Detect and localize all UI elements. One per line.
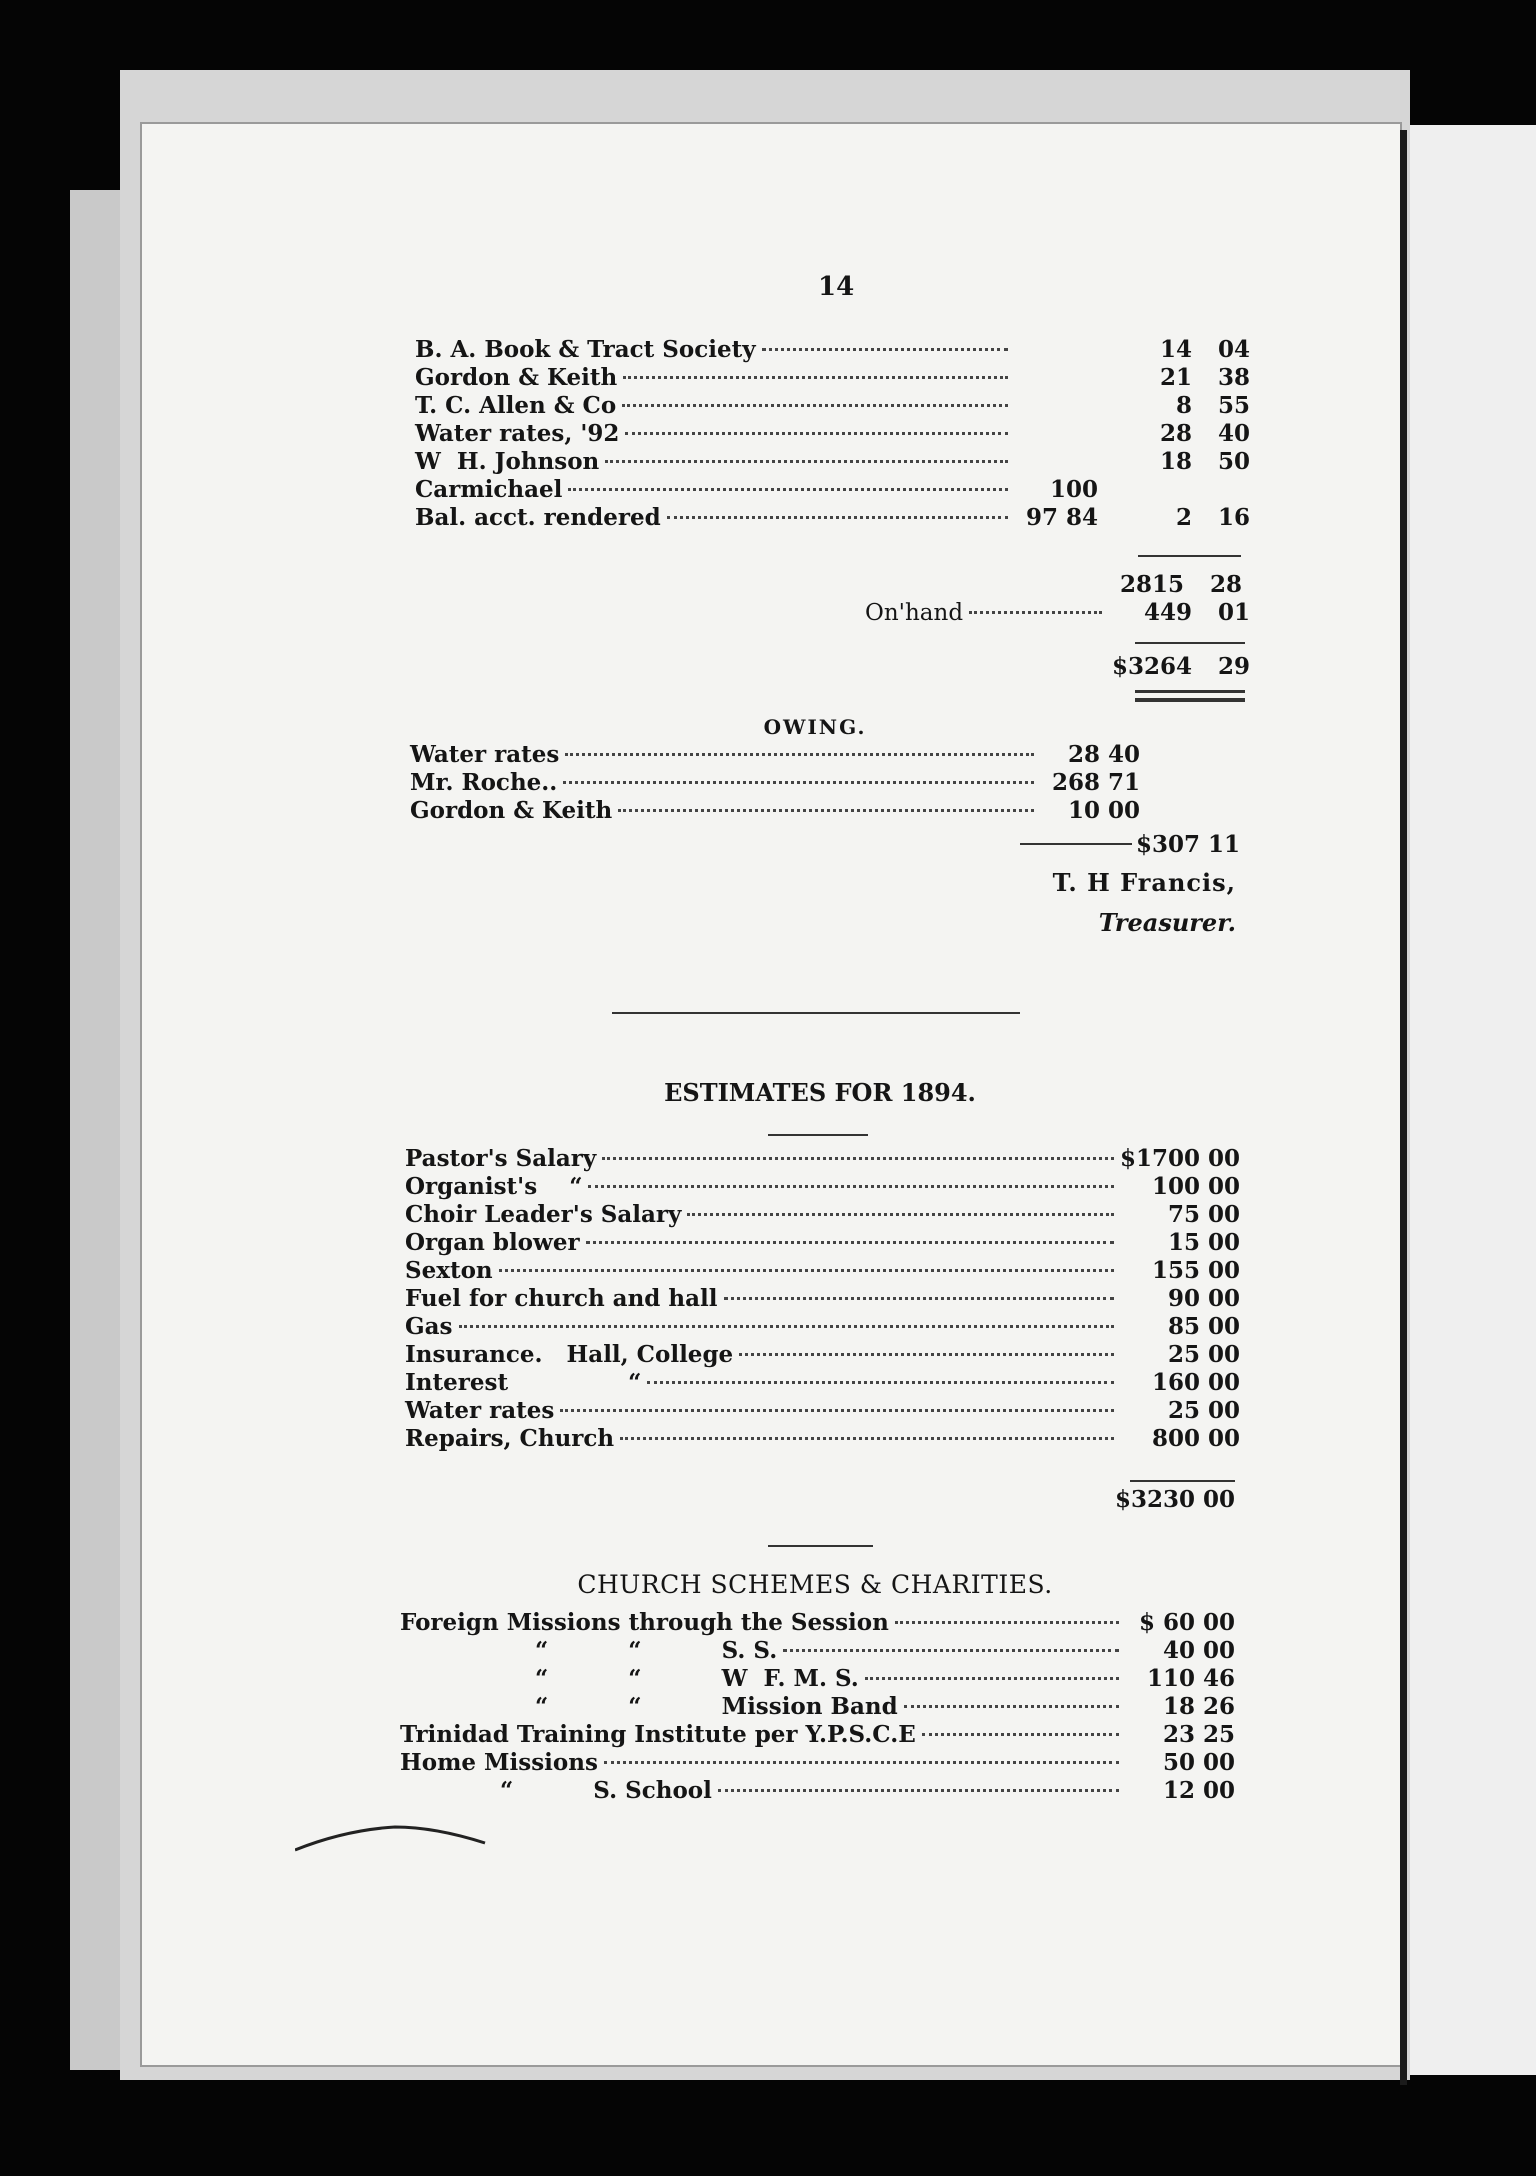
account-amount-cents: 40 [1217,420,1250,447]
charity-amount: 18 26 [1162,1693,1235,1720]
account-label: B. A. Book & Tract Society [415,336,756,363]
estimate-label: Pastor's Salary [405,1145,597,1172]
account-amount-dollars: 14 [1159,336,1192,363]
charity-row [535,1636,1235,1666]
sum-rule [1130,1480,1235,1482]
on-hand-row [865,598,1250,628]
account-label: T. C. Allen & Co [415,392,617,419]
estimate-row [405,1368,1240,1398]
estimate-row [405,1228,1240,1258]
facing-page-edge [1410,125,1536,2075]
charity-amount: 50 00 [1162,1749,1235,1776]
owing-amount: 268 71 [1051,769,1140,796]
charity-label: “ “ S. S. [535,1637,778,1664]
section-divider [612,1012,1020,1014]
double-rule [1135,690,1245,693]
account-label: Gordon & Keith [415,364,618,391]
estimate-amount: 25 00 [1167,1341,1240,1368]
estimate-row [405,1312,1240,1342]
estimates-total: $3230 00 [1114,1486,1235,1513]
subtotal-dollars: 2815 [1119,571,1184,598]
estimate-amount: 800 00 [1151,1425,1240,1452]
owing-total: $307 11 [1135,831,1240,858]
signature-title: Treasurer. [1098,908,1236,937]
owing-amount: 28 40 [1067,741,1140,768]
on-hand-cents: 01 [1217,599,1250,626]
charity-label: Foreign Missions through the Session [400,1609,889,1636]
charity-amount: 110 46 [1146,1665,1235,1692]
estimates-heading: ESTIMATES FOR 1894. [664,1078,976,1107]
charity-amount: 23 25 [1162,1721,1235,1748]
estimate-row [405,1256,1240,1286]
charities-heading: CHURCH SCHEMES & CHARITIES. [577,1570,1053,1599]
estimate-amount: 85 00 [1167,1313,1240,1340]
owing-row [410,768,1140,798]
owing-row [410,796,1140,826]
estimate-amount: 100 00 [1151,1173,1240,1200]
charity-row [400,1608,1235,1638]
estimate-label: Repairs, Church [405,1425,615,1452]
charity-label: “ “ Mission Band [535,1693,898,1720]
estimate-row [405,1200,1240,1230]
account-amount-cents: 55 [1217,392,1250,419]
charity-label: Trinidad Training Institute per Y.P.S.C.E [400,1721,916,1748]
charity-row [400,1748,1235,1778]
charity-row [535,1664,1235,1694]
estimate-label: Water rates [405,1397,555,1424]
account-amount-dollars: 28 [1159,420,1192,447]
estimate-row [405,1424,1240,1454]
account-amount-cents: 38 [1217,364,1250,391]
on-hand-dollars: 449 [1143,599,1192,626]
on-hand-label: On'hand [865,600,964,626]
section-divider [768,1545,873,1547]
account-amount-cents: 16 [1217,504,1250,531]
account-label: Carmichael [415,476,563,503]
estimate-label: Organ blower [405,1229,580,1256]
charity-label: “ “ W F. M. S. [535,1665,859,1692]
grand-total-row [1100,652,1250,682]
estimate-row [405,1284,1240,1314]
estimate-label: Gas [405,1313,453,1340]
estimate-row [405,1144,1240,1174]
account-label: Water rates, '92 [415,420,620,447]
owing-total-row [1110,830,1250,860]
grand-total-cents: 29 [1217,653,1250,680]
account-label: W H. Johnson [415,448,600,475]
account-amount-cents: 50 [1217,448,1250,475]
account-amount-dollars: 21 [1159,364,1192,391]
sum-rule [1135,642,1245,644]
estimate-amount: 15 00 [1167,1229,1240,1256]
owing-label: Water rates [410,741,560,768]
account-row [415,363,1250,393]
account-label: Bal. acct. rendered [415,504,661,531]
charity-label: “ S. School [500,1777,712,1804]
estimate-label: Fuel for church and hall [405,1285,718,1312]
account-amount-cents: 04 [1217,336,1250,363]
account-row [415,335,1250,365]
charity-row [400,1720,1235,1750]
estimate-row [405,1396,1240,1426]
page-binding-edge [1400,130,1407,2085]
account-row [415,447,1250,477]
estimate-label: Sexton [405,1257,493,1284]
owing-amount: 10 00 [1067,797,1140,824]
charity-label: Home Missions [400,1749,598,1776]
account-amount-a: 97 84 [1025,504,1098,531]
estimate-row [405,1172,1240,1202]
grand-total-dollars: $3264 [1111,653,1192,680]
estimate-amount: $1700 00 [1120,1145,1241,1172]
charity-row [500,1776,1235,1806]
estimate-row [405,1340,1240,1370]
estimate-amount: 90 00 [1167,1285,1240,1312]
account-row [415,475,1250,505]
double-rule [1135,698,1245,702]
account-row [415,419,1250,449]
heading-rule [768,1134,868,1136]
estimate-label: Choir Leader's Salary [405,1201,682,1228]
estimate-amount: 160 00 [1151,1369,1240,1396]
account-amount-a: 100 [1049,476,1098,503]
subtotal-row [1100,570,1250,600]
estimate-amount: 75 00 [1167,1201,1240,1228]
owing-heading: OWING. [763,715,867,739]
owing-label: Gordon & Keith [410,797,613,824]
account-amount-dollars: 2 [1175,504,1192,531]
subtotal-cents: 28 [1209,571,1242,598]
account-row [415,391,1250,421]
charity-amount: 40 00 [1162,1637,1235,1664]
signature-name: T. H Francis, [1052,868,1236,897]
account-row [415,503,1250,533]
account-amount-dollars: 18 [1159,448,1192,475]
estimate-label: Organist's “ [405,1173,583,1200]
charity-amount: 12 00 [1162,1777,1235,1804]
estimate-amount: 25 00 [1167,1397,1240,1424]
estimate-label: Insurance. Hall, College [405,1341,734,1368]
page-number: 14 [818,272,855,302]
estimates-total-row [1100,1485,1240,1515]
estimate-amount: 155 00 [1151,1257,1240,1284]
account-amount-dollars: 8 [1175,392,1192,419]
sum-rule [1196,555,1241,557]
owing-row [410,740,1140,770]
charity-row [535,1692,1235,1722]
pen-stroke-mark [295,1815,495,1865]
estimate-label: Interest “ [405,1369,642,1396]
charity-amount: $ 60 00 [1138,1609,1235,1636]
owing-label: Mr. Roche.. [410,769,558,796]
